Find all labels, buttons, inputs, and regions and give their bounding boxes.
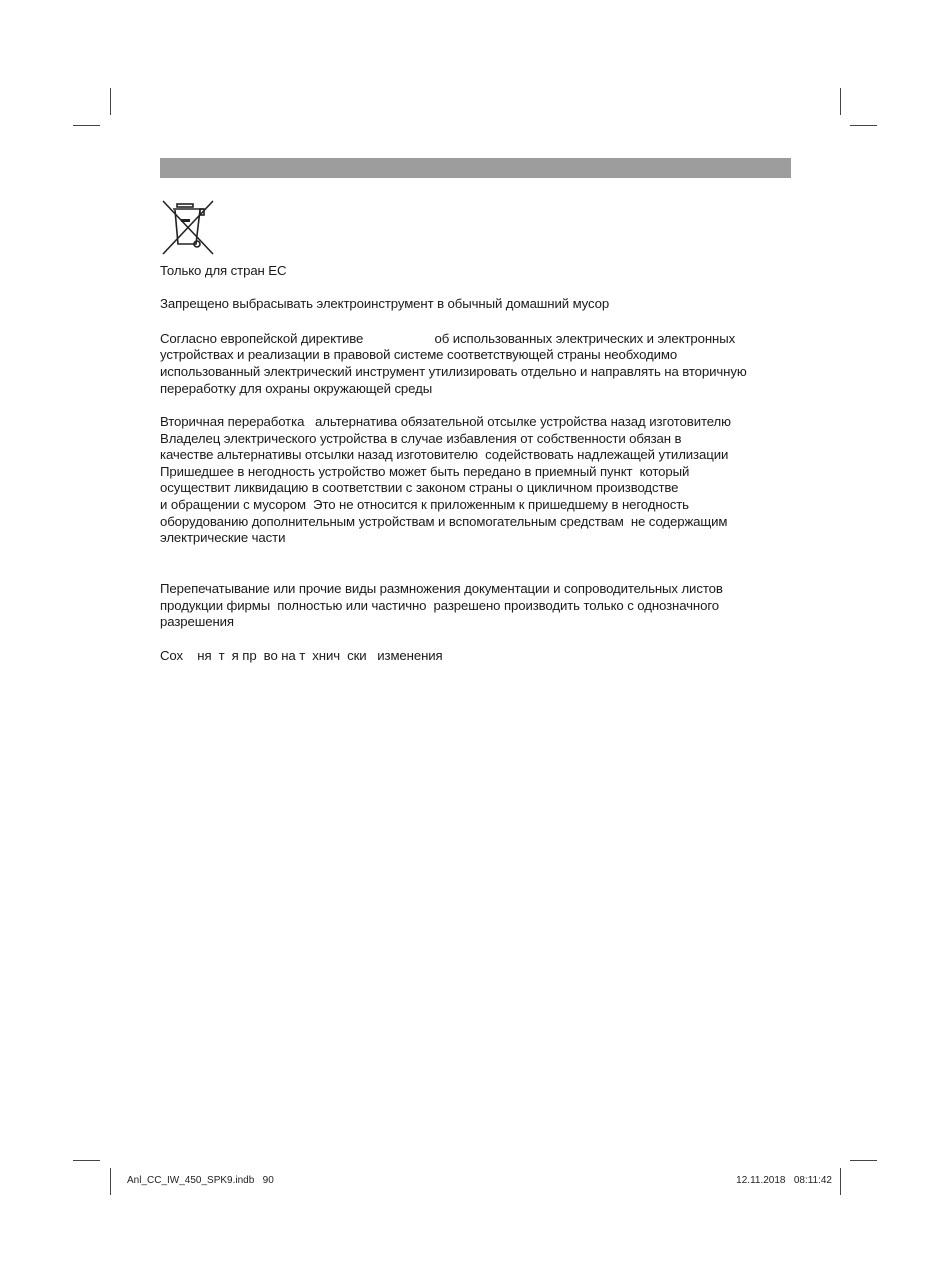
text-line: осуществит ликвидацию в соответствии с законом страны о цикличном производстве xyxy=(160,480,679,495)
text-line: использованный электрический инструмент утилизировать отдельно и направлять на вторичную xyxy=(160,364,747,379)
text-line: переработку для охраны окружающей среды xyxy=(160,381,433,396)
crop-mark xyxy=(850,125,877,126)
crop-mark xyxy=(840,1168,841,1195)
crop-mark xyxy=(73,125,100,126)
text-line: электрические части xyxy=(160,530,286,545)
text-line: устройствах и реализации в правовой системе соответствующей страны необходимо xyxy=(160,347,678,362)
text-line: Согласно европейской директиве об использованных электрических и электронных xyxy=(160,331,736,346)
text-line: Вторичная переработка альтернатива обязательной отсылке устройства назад изготовителю xyxy=(160,414,731,429)
crossed-bin-weee-icon xyxy=(160,198,216,256)
footer-timestamp: 12.11.2018 08:11:42 xyxy=(736,1175,832,1186)
disposal-prohibition: Запрещено выбрасывать электроинструмент в обычный домашний мусор xyxy=(160,296,610,311)
text-line: продукции фирмы полностью или частично разрешено производить только с однозначного xyxy=(160,598,720,613)
crop-mark xyxy=(110,1168,111,1195)
text-line: Перепечатывание или прочие виды размножения документации и сопроводительных листов xyxy=(160,581,723,596)
text-line: качестве альтернативы отсылки назад изготовителю содействовать надлежащей утилизации xyxy=(160,447,729,462)
header-bar xyxy=(160,158,791,178)
crop-mark xyxy=(850,1160,877,1161)
rights-notice: Сох ня т я пр во на т хнич ски изменения xyxy=(160,648,443,663)
crop-mark xyxy=(110,88,111,115)
text-line: Владелец электрического устройства в случае избавления от собственности обязан в xyxy=(160,431,682,446)
text-line: оборудованию дополнительным устройствам и вспомогательным средствам не содержащим xyxy=(160,514,728,529)
footer-file-info: Anl_CC_IW_450_SPK9.indb 90 xyxy=(127,1175,274,1186)
text-line: и обращении с мусором Это не относится к приложенным к пришедшему в негодность xyxy=(160,497,689,512)
crop-mark xyxy=(840,88,841,115)
text-line: разрешения xyxy=(160,614,234,629)
text-line: Пришедшее в негодность устройство может быть передано в приемный пункт который xyxy=(160,464,690,479)
crop-mark xyxy=(73,1160,100,1161)
eu-only-label: Только для стран ЕС xyxy=(160,263,287,278)
